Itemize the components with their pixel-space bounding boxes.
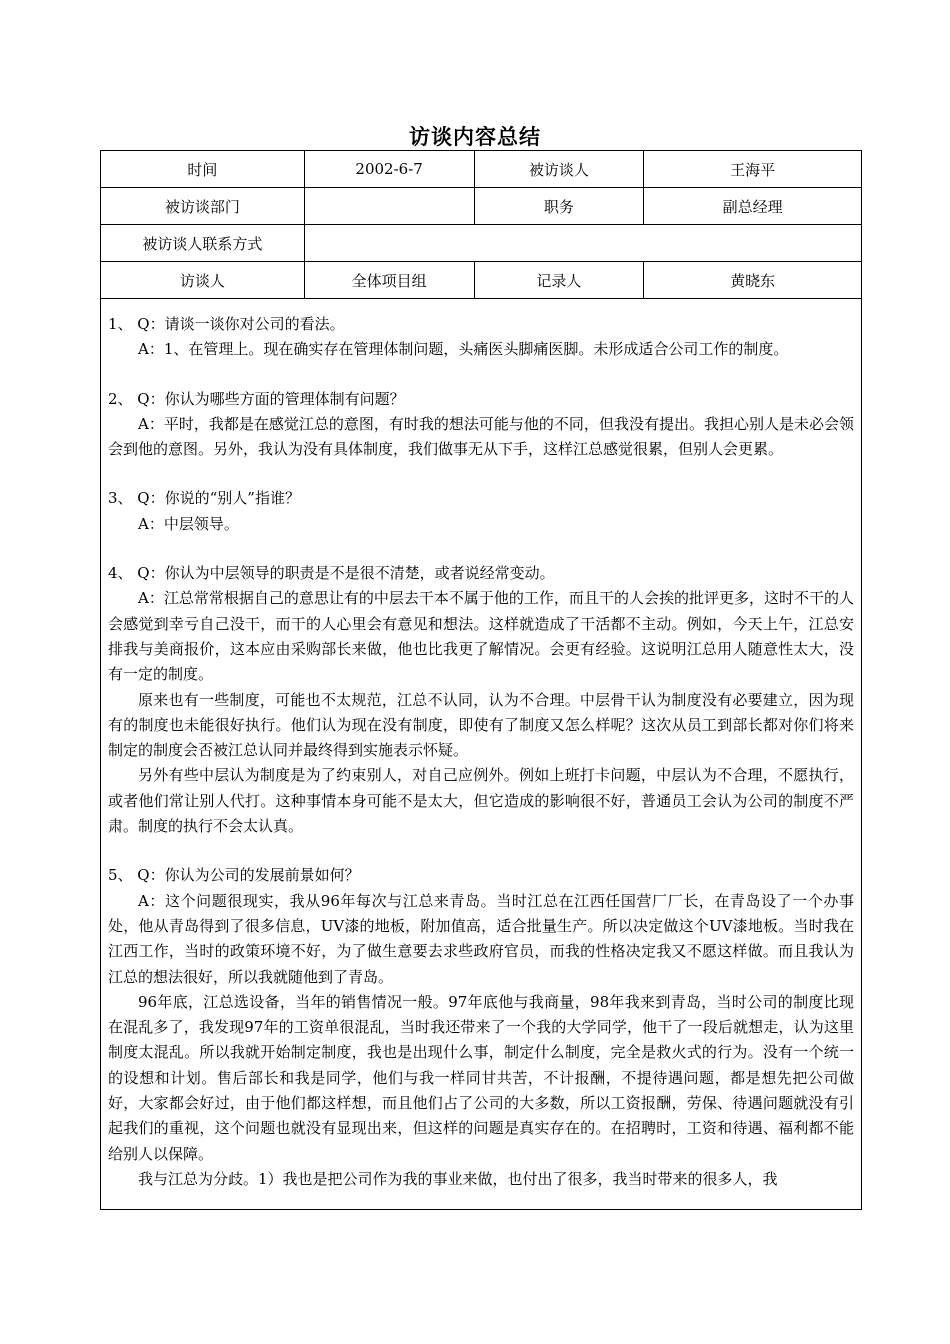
- answer-4-paragraph: 原来也有一些制度，可能也不太规范，江总不认同，认为不合理。中层骨干认为制度没有必要建立，因为现有的制度也未能很好执行。他们认为现在没有制度，即使有了制度又怎么样呢？这次从员工到部长都对你们将来制定的制度会否被江总认同并最终得到实施表示怀疑。: [108, 690, 854, 760]
- interviewee-value: 王海平: [644, 151, 862, 188]
- contact-value: [304, 225, 861, 262]
- department-label: 被访谈部门: [101, 188, 305, 225]
- interview-info-table: [100, 150, 862, 299]
- interview-content: [108, 312, 854, 1192]
- position-value: 副总经理: [644, 188, 862, 225]
- question-1: 1、 Q：请谈一谈你对公司的看法。: [108, 315, 345, 333]
- table-row: [101, 188, 862, 225]
- table-row: [101, 262, 862, 299]
- recorder-value: 黄晓东: [644, 262, 862, 299]
- department-value: [304, 188, 474, 225]
- interviewer-value: 全体项目组: [304, 262, 474, 299]
- recorder-label: 记录人: [474, 262, 644, 299]
- time-label: 时间: [101, 151, 305, 188]
- contact-label: 被访谈人联系方式: [101, 225, 305, 262]
- answer-1: A：1、在管理上。现在确实存在管理体制问题，头痛医头脚痛医脚。未形成适合公司工作的制度。: [138, 340, 789, 359]
- question-3: 3、 Q：你说的“别人”指谁？: [108, 489, 300, 508]
- question-5: 5、 Q：你认为公司的发展前景如何？: [108, 866, 360, 885]
- document-title: 访谈内容总结: [409, 124, 541, 149]
- question-2: 2、 Q：你认为哪些方面的管理体制有问题？: [108, 389, 405, 408]
- interviewee-label: 被访谈人: [474, 151, 644, 188]
- answer-4-paragraph: 另外有些中层认为制度是为了约束别人，对自己应例外。例如上班打卡问题，中层认为不合理，不愿执行，或者他们常让别人代打。这种事情本身可能不是太大，但它造成的影响很不好，普通员工会认为公司的制度不严肃。制度的执行不会太认真。: [108, 766, 854, 836]
- answer-5-paragraph: A：这个问题很现实，我从96年每次与江总来青岛。当时江总在江西任国营厂厂长，在青岛设了一个办事处，他从青岛得到了很多信息，UV漆的地板，附加值高，适合批量生产。所以决定做这个UV漆地板。当时我在江西工作，当时的政策环境不好，为了做生意要去求些政府官员，而我的性格决定我又不愿这样做。而且我认为江总的想法很好，所以我就随他到了青岛。: [108, 891, 854, 986]
- answer-2: A：平时，我都是在感觉江总的意图，有时我的想法可能与他的不同，但我没有提出。我担心别人是未必会领会到他的意图。另外，我认为没有具体制度，我们做事无从下手，这样江总感觉很累，但别人会更累。: [108, 414, 854, 459]
- answer-4-paragraph: A：江总常常根据自己的意思让有的中层去干本不属于他的工作，而且干的人会挨的批评更多，这时不干的人会感觉到幸亏自己没干，而干的人心里会有意见和想法。这样就造成了干活都不主动。例如，今天上午，江总安排我与美商报价，这本应由采购部长来做，他也比我更了解情况。会更有经验。这说明江总用人随意性太大，没有一定的制度。: [108, 589, 854, 684]
- question-4: 4、 Q：你认为中层领导的职责是不是很不清楚，或者说经常变动。: [108, 564, 555, 583]
- answer-5-paragraph: 96年底，江总选设备，当年的销售情况一般。97年底他与我商量，98年我来到青岛，当时公司的制度比现在混乱多了，我发现97年的工资单很混乱，当时我还带来了一个我的大学同学，他干了一段后就想走，认为这里制度太混乱。所以我就开始制定制度，我也是出现什么事，制定什么制度，完全是救火式的行为。没有一个统一的设想和计划。售后部长和我是同学，他们与我一样同甘共苦，不计报酬，不提待遇问题，都是想先把公司做好，大家都会好过，由于他们都这样想，而且他们占了公司的大多数，所以工资报酬，劳保、待遇问题就没有引起我们的重视，这个问题也就没有显现出来，但这样的问题是真实存在的。在招聘时，工资和待遇、福利都不能给别人以保障。: [108, 992, 854, 1163]
- answer-5-paragraph: 我与江总为分歧。1）我也是把公司作为我的事业来做，也付出了很多，我当时带来的很多人，我: [138, 1169, 778, 1188]
- interviewer-label: 访谈人: [101, 262, 305, 299]
- table-row: [101, 225, 862, 262]
- time-value: 2002-6-7: [304, 151, 474, 188]
- table-row: [101, 151, 862, 188]
- position-label: 职务: [474, 188, 644, 225]
- answer-3: A：中层领导。: [138, 514, 239, 533]
